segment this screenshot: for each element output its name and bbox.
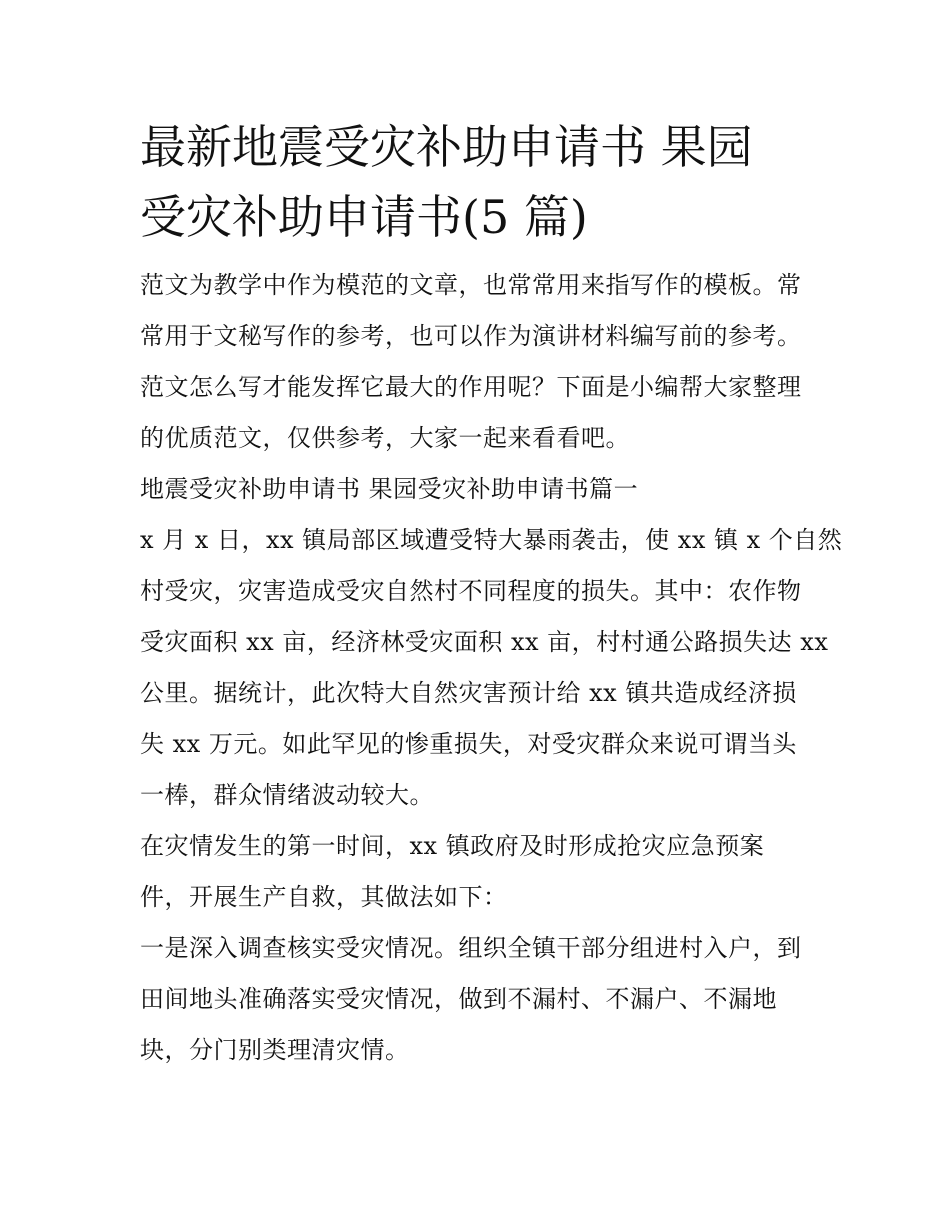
text-line: 地震受灾补助申请书 果园受灾补助申请书篇一	[140, 475, 639, 503]
text-line: 失 xx 万元。如此罕见的惨重损失，对受灾群众来说可谓当头	[140, 730, 797, 758]
text-line: 公里。据统计，此次特大自然灾害预计给 xx 镇共造成经济损	[140, 679, 797, 707]
text-line: 在灾情发生的第一时间，xx 镇政府及时形成抢灾应急预案	[140, 832, 765, 860]
paragraph-disaster-report	[140, 515, 843, 821]
title-line: 最新地震受灾补助申请书 果园	[140, 120, 753, 174]
text-line: 范文怎么写才能发挥它最大的作用呢？下面是小编帮大家整理	[140, 373, 802, 401]
document-title	[140, 112, 820, 252]
text-line: 田间地头准确落实受灾情况，做到不漏村、不漏户、不漏地	[140, 985, 777, 1013]
paragraph-response	[140, 821, 820, 923]
text-line: 受灾面积 xx 亩，经济林受灾面积 xx 亩，村村通公路损失达 xx	[140, 628, 829, 656]
text-line: x 月 x 日，xx 镇局部区域遭受特大暴雨袭击，使 xx 镇 x 个自然	[140, 526, 843, 554]
section-heading	[140, 464, 820, 515]
document-page	[140, 112, 843, 1076]
text-line: 的优质范文，仅供参考，大家一起来看看吧。	[140, 424, 630, 452]
text-line: 件，开展生产自救，其做法如下：	[140, 883, 508, 911]
title-line: 受灾补助申请书(5 篇)	[140, 190, 588, 244]
text-line: 村受灾，灾害造成受灾自然村不同程度的损失。其中：农作物	[140, 577, 802, 605]
text-line: 常用于文秘写作的参考，也可以作为演讲材料编写前的参考。	[140, 322, 802, 350]
text-line: 块，分门别类理清灾情。	[140, 1036, 410, 1064]
paragraph-intro	[140, 260, 820, 464]
paragraph-measure-one	[140, 923, 820, 1076]
text-line: 一是深入调查核实受灾情况。组织全镇干部分组进村入户，到	[140, 934, 802, 962]
text-line: 一棒，群众情绪波动较大。	[140, 781, 434, 809]
text-line: 范文为教学中作为模范的文章，也常常用来指写作的模板。常	[140, 271, 802, 299]
